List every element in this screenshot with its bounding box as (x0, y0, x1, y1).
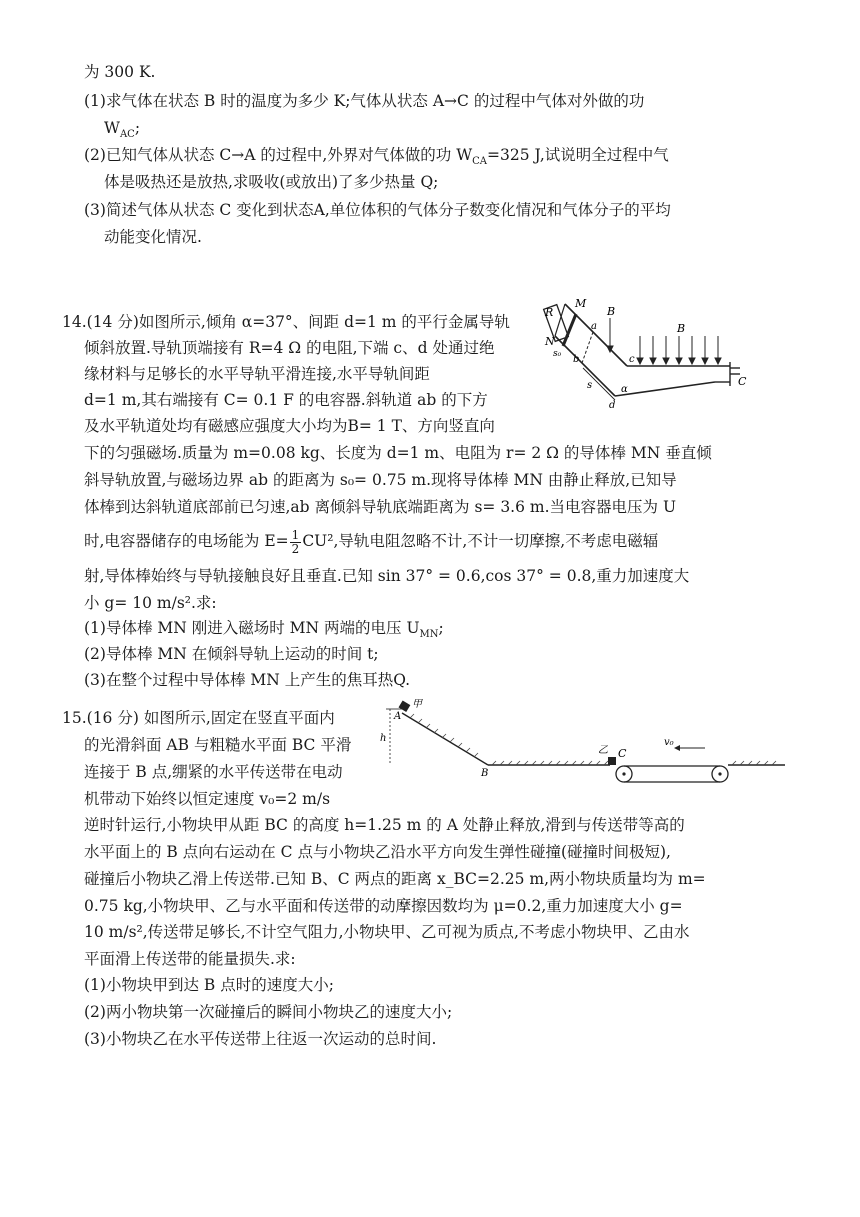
svg-text:B: B (607, 305, 616, 318)
q15-line7: 碰撞后小物块乙滑上传送带.已知 B、C 两点的距离 x_BC=2.25 m,两小物块质量均为 m= (84, 870, 706, 888)
svg-text:h: h (380, 733, 387, 744)
svg-text:乙: 乙 (598, 745, 608, 756)
svg-text:c: c (629, 354, 635, 365)
q14-line7: 斜导轨放置,与磁场边界 ab 的距离为 s₀= 0.75 m.现将导体棒 MN 由静止释放,已知导 (84, 471, 677, 489)
fraction-one-half: $\frac{1}{2}$ (291, 527, 300, 556)
q14-line11: 小 g= 10 m/s².求: (84, 594, 217, 612)
q14-line4: d=1 m,其右端接有 C= 0.1 F 的电容器.斜轨道 ab 的下方 (84, 391, 488, 409)
svg-text:a: a (591, 321, 597, 332)
svg-text:A: A (394, 711, 402, 722)
block-yi-icon (608, 757, 616, 765)
q15-part1: (1)小物块甲到达 B 点时的速度大小; (84, 976, 334, 994)
q15-line1: 15.(16 分) 如图所示,固定在竖直平面内 (62, 709, 335, 727)
q15-figure (380, 695, 790, 800)
q13-part1-cont: $W_{AC}$; (104, 119, 141, 141)
q14-line1: 14.(14 分)如图所示,倾角 α=37°、间距 d=1 m 的平行金属导轨 (62, 313, 510, 331)
svg-text:B: B (481, 768, 489, 779)
q13-part1: (1)求气体在状态 B 时的温度为多少 K;气体从状态 A→C 的过程中气体对外做的功 (84, 92, 645, 110)
q15-line8: 0.75 kg,小物块甲、乙与水平面和传送带的动摩擦因数均为 μ=0.2,重力加速度大小 g= (84, 897, 683, 915)
svg-text:α: α (621, 384, 628, 395)
q14-line8: 体棒到达斜轨道底部前已匀速,ab 离倾斜导轨底端距离为 s= 3.6 m.当电容器电压为 U (84, 498, 677, 516)
q14-figure (535, 296, 750, 426)
q15-line3: 连接于 B 点,绷紧的水平传送带在电动 (84, 763, 343, 781)
svg-text:d: d (609, 400, 616, 411)
q14-part3: (3)在整个过程中导体棒 MN 上产生的焦耳热Q. (84, 671, 411, 689)
magnetic-field-arrows (607, 318, 721, 364)
smooth-slope-ab (402, 713, 488, 765)
q15-line2: 的光滑斜面 AB 与粗糙水平面 BC 平滑 (84, 736, 352, 754)
svg-text:b: b (573, 354, 580, 365)
q15-part2: (2)两小物块第一次碰撞后的瞬间小物块乙的速度大小; (84, 1003, 453, 1021)
svg-text:N: N (545, 335, 555, 348)
svg-text:R: R (545, 306, 554, 319)
svg-text:v₀: v₀ (664, 737, 674, 748)
q13-part2-cont: 体是吸热还是放热,求吸收(或放出)了多少热量 Q; (104, 173, 439, 191)
q15-line4: 机带动下始终以恒定速度 v₀=2 m/s (84, 790, 331, 808)
q15-line5: 逆时针运行,小物块甲从距 BC 的高度 h=1.25 m 的 A 处静止释放,滑到与传送带等高的 (84, 816, 685, 834)
boundary-ab (582, 332, 593, 363)
q15-line10: 平面滑上传送带的能量损失.求: (84, 950, 296, 968)
q13-part2: (2)已知气体从状态 C→A 的过程中,外界对气体做的功 $W_{CA}=325$ J,试说明全过程中气 (84, 146, 669, 168)
q15-part3: (3)小物块乙在水平传送带上往返一次运动的总时间. (84, 1030, 437, 1048)
conductor-rod-mn (563, 314, 576, 346)
q13-part3-cont: 动能变化情况. (104, 228, 202, 246)
q14-line10: 射,导体棒始终与导轨接触良好且垂直.已知 sin 37° = 0.6,cos 37° = 0.8,重力加速度大 (84, 567, 690, 585)
horizontal-rail-bottom (615, 382, 715, 396)
q13-part3: (3)简述气体从状态 C 变化到状态A,单位体积的气体分子数变化情况和气体分子的平均 (84, 201, 671, 219)
svg-text:s₀: s₀ (553, 349, 562, 359)
q14-line5: 及水平轨道处均有磁感应强度大小均为B= 1 T、方向竖直向 (84, 417, 495, 435)
svg-text:C: C (738, 375, 747, 388)
svg-text:C: C (618, 747, 627, 760)
q14-line9: 时,电容器储存的电场能为 E= $\frac{1}{2}$ CU²,导轨电阻忽略不计,不计一切摩擦,不考虑电磁辐 (84, 527, 659, 556)
q14-line3: 缘材料与足够长的水平导轨平滑连接,水平导轨间距 (84, 365, 430, 383)
q13-continuation: 为 300 K. (84, 63, 156, 81)
q14-line6: 下的匀强磁场.质量为 m=0.08 kg、长度为 d=1 m、电阻为 r= 2 Ω 的导体棒 MN 垂直倾 (84, 444, 712, 462)
q14-part1: (1)导体棒 MN 刚进入磁场时 MN 两端的电压 $U_{MN}$; (84, 619, 444, 641)
svg-text:B: B (677, 322, 686, 335)
q15-line6: 水平面上的 B 点向右运动在 C 点与小物块乙沿水平方向发生弹性碰撞(碰撞时间极短), (84, 843, 671, 861)
svg-text:M: M (575, 297, 587, 310)
svg-text:甲: 甲 (412, 699, 422, 710)
svg-text:s: s (587, 380, 593, 391)
slope-hatching (410, 714, 478, 757)
q14-line2: 倾斜放置.导轨顶端接有 R=4 Ω 的电阻,下端 c、d 处通过绝 (84, 339, 495, 357)
q15-line9: 10 m/s²,传送带足够长,不计空气阻力,小物块甲、乙可视为质点,不考虑小物块甲、乙由水 (84, 923, 690, 941)
q14-part2: (2)导体棒 MN 在倾斜导轨上运动的时间 t; (84, 645, 379, 663)
